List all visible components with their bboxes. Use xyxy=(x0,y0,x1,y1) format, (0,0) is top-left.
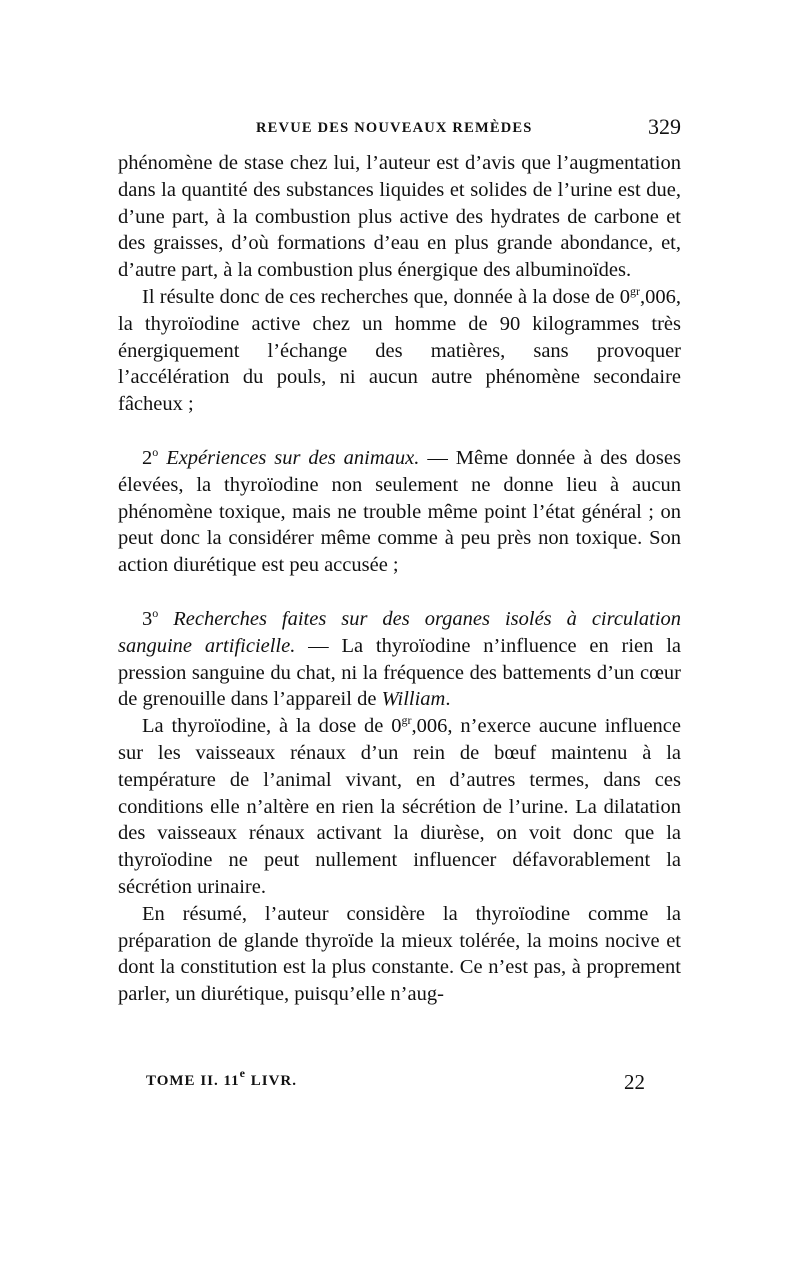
paragraph-summary: En résumé, l’auteur considère la thyroïodine comme la préparation de glande thyroïde la mieux tolérée, la moins nocive et dont la constitution est la plus constante. Ce n’est pas, à proprement parler, un diurétique, puisqu’elle n’aug- xyxy=(118,902,681,1006)
paragraph-text: . xyxy=(445,688,451,711)
running-header xyxy=(118,114,683,144)
paragraph-text: ,006, n’exerce aucune influence sur les vaisseaux rénaux d’un rein de bœuf maintenu à la température de l’animal vivant, en d’autres termes, dans ces conditions elle n’altère en rien la sécrétion de l’urine. La dilatation des vaisseaux rénaux activant la diurèse, on voit donc que la thyroïodine ne peut nullement influencer défavorablement la sécrétion urinaire. xyxy=(118,715,681,898)
ordinal-superscript: e xyxy=(239,1066,246,1080)
page-footer xyxy=(118,1066,683,1098)
paragraph-isolated-organs xyxy=(118,606,681,713)
page-number: 329 xyxy=(648,114,681,139)
paragraph-text: ,006, la thyroïodine active chez un homme de 90 kilogrammes très énergiquement l’échange des matières, sans provoquer l’accélération du pouls, ni aucun autre phénomène secondaire fâcheux ; xyxy=(118,285,681,416)
issue-label: LIVR. xyxy=(246,1073,298,1089)
section-number: 2 xyxy=(142,446,153,469)
paragraph-text: La thyroïodine, à la dose de 0 xyxy=(142,715,402,738)
section-number: 3 xyxy=(142,607,153,630)
paragraph-text: — La thyroïodine n’influence en rien la pression sanguine du chat, ni la fréquence des battements d’un cœur de grenouille dans l’appareil de xyxy=(118,634,681,711)
unit-superscript: gr xyxy=(401,713,412,728)
ordinal-superscript: o xyxy=(152,605,159,620)
volume-label: TOME II. 11 xyxy=(146,1073,240,1089)
paragraph-animal-experiments xyxy=(118,445,681,579)
body-text xyxy=(118,150,681,1008)
section-title: Expériences sur des animaux. xyxy=(166,446,420,469)
paragraph-text: — Même donnée à des doses élevées, la thyroïodine non seulement ne donne lieu à aucun phénomène toxique, mais ne trouble même point l’état général ; on peut donc la considérer même comme à peu près non toxique. Son action diurétique est peu accusée ; xyxy=(118,446,681,577)
paragraph-text: Il résulte donc de ces recherches que, donnée à la dose de 0 xyxy=(142,285,630,308)
paragraph-conclusion-dose xyxy=(118,284,681,418)
gathering-number: 22 xyxy=(624,1070,645,1094)
ordinal-superscript: o xyxy=(152,444,159,459)
paragraph-continuation: phénomène de stase chez lui, l’auteur est d’avis que l’augmentation dans la quantité des substances liquides et solides de l’urine est due, d’une part, à la combustion plus active des hydrates de carbone et des graisses, d’où formations d’eau en plus grande abondance, et, d’autre part, à la combustion plus énergique des albuminoïdes. xyxy=(118,152,681,282)
unit-superscript: gr xyxy=(630,283,640,298)
paragraph-renal-vessels xyxy=(118,713,681,901)
section-title: Recherches faites sur des organes isolés à circulation sanguine artificielle. xyxy=(118,607,682,657)
person-name: William xyxy=(381,688,446,711)
signature-mark xyxy=(146,1066,298,1090)
running-title: REVUE DES NOUVEAUX REMÈDES xyxy=(256,120,533,136)
